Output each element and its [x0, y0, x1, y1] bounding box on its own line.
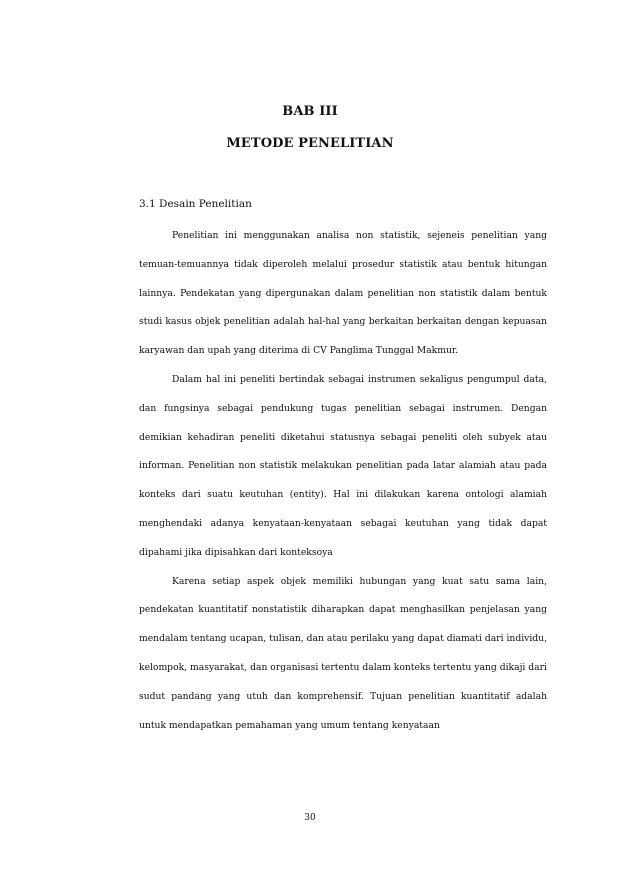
page-number: 30	[304, 813, 316, 823]
paragraph: Karena setiap aspek objek memiliki hubungan yang kuat satu sama lain, pendekatan kuantitatif nonstatistik diharapkan dapat menghasilkan penjelasan yang mendalam tentang ucapan, tulisan, dan atau perilaku yang dapat diamati dari individu, kelompok, masyarakat, dan organisasi tertentu dalam konteks tertentu yang dikaji dari sudut pandang yang utuh dan komprehensif. Tujuan penelitian kuantitatif adalah untuk mendapatkan pemahaman yang umum tentang kenyataan	[139, 575, 547, 731]
section-heading: 3.1 Desain Penelitian	[139, 198, 252, 210]
chapter-number: BAB III	[282, 104, 338, 119]
paragraph: Penelitian ini menggunakan analisa non statistik, sejeneis penelitian yang temuan-temuannya tidak diperoleh melalui prosedur statistik atau bentuk hitungan lainnya. Pendekatan yang dipergunakan dalam penelitian non statistik dalam bentuk studi kasus objek penelitian adalah hal-hal yang berkaitan berkaitan dengan kepuasan karyawan dan upah yang diterima di CV Panglima Tunggal Makmur.	[139, 230, 547, 357]
paragraph: Dalam hal ini peneliti bertindak sebagai instrumen sekaligus pengumpul data, dan fungsinya sebagai pendukung tugas penelitian sebagai instrumen. Dengan demikian kehadiran peneliti diketahui statusnya sebagai peneliti oleh subyek atau informan. Penelitian non statistik melakukan penelitian pada latar alamiah atau pada konteks dari suatu keutuhan (entity). Hal ini dilakukan karena ontologi alamiah menghendaki adanya kenyataan-kenyataan sebagai keutuhan yang tidak dapat dipahami jika dipisahkan dari konteksoya	[139, 373, 547, 558]
chapter-title: METODE PENELITIAN	[226, 136, 394, 151]
body-text	[139, 222, 547, 740]
